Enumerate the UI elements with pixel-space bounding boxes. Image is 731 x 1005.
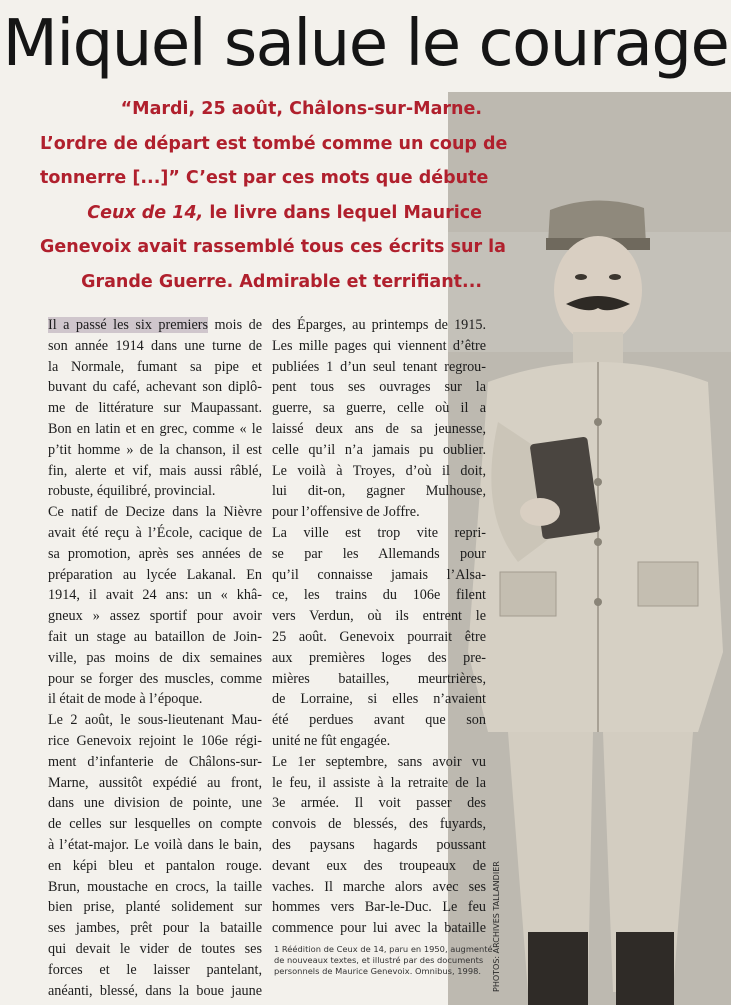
footnote-line: de nouveaux textes, et illustré par des documents bbox=[274, 955, 484, 965]
column-line: laissé deux ans de sa jeunesse, bbox=[272, 420, 486, 437]
article-column-1 bbox=[48, 315, 262, 1001]
column-line: devant eux des troupeaux de bbox=[272, 857, 486, 874]
column-line: à l’état-major. Le voilà dans le bain, bbox=[48, 836, 262, 853]
column-line: buvant du café, achevant son diplô- bbox=[48, 379, 262, 396]
column-line: Les mille pages qui viennent d’être bbox=[272, 337, 486, 354]
column-line: gneux » assez sportif pour avoir bbox=[48, 608, 262, 625]
column-line: La ville est trop vite repri- bbox=[272, 524, 486, 541]
column-line-rest: mois de bbox=[208, 317, 262, 333]
column-line: vaches. Il marche alors avec ses bbox=[272, 878, 486, 895]
column-line: ses jambes, prêt pour la bataille bbox=[48, 920, 262, 937]
lede-line: L’ordre de départ est tombé comme un coup de bbox=[40, 133, 508, 154]
column-line: Le 1er septembre, sans avoir vu bbox=[272, 753, 486, 770]
page-title: Miquel salue le courage bbox=[2, 7, 729, 81]
photo-credit: PHOTOS: ARCHIVES TALLANDIER bbox=[492, 861, 501, 992]
column-line: publiées 1 d’un seul tenant regrou- bbox=[272, 358, 486, 375]
column-line: commence pour lui avec la bataille bbox=[272, 920, 486, 937]
column-line: Bon en latin et en grec, comme « le bbox=[48, 420, 262, 437]
column-line: il était de mode à l’époque. bbox=[48, 691, 203, 708]
column-line: pour se forger des muscles, comme bbox=[48, 670, 262, 687]
footnote bbox=[274, 944, 493, 977]
column-line: robuste, équilibré, provincial. bbox=[48, 483, 216, 500]
soldier-figure bbox=[448, 92, 731, 1005]
column-line: unité ne fût engagée. bbox=[272, 732, 391, 749]
column-line: préparation au lycée Lakanal. En bbox=[48, 566, 262, 583]
book-title: Ceux de 14, bbox=[87, 202, 204, 223]
article-column-2 bbox=[272, 315, 486, 939]
column-line: sa promotion, après ses années de bbox=[48, 545, 262, 562]
column-line: Ce natif de Decize dans la Nièvre bbox=[48, 504, 262, 521]
lede-paragraph bbox=[40, 92, 508, 299]
lede-line: tonnerre [...]” C’est par ces mots que débute bbox=[40, 168, 489, 188]
column-line: de celles sur lesquelles on compte bbox=[48, 816, 262, 833]
column-line: fin, alerte et vif, mais aussi râblé, bbox=[48, 462, 262, 479]
soldier-photo bbox=[448, 92, 731, 1005]
column-line: me de littérature sur Maupassant. bbox=[48, 400, 262, 417]
column-line: le feu, il assiste à la retraite de la bbox=[272, 774, 486, 791]
column-line: 1914, il avait 24 ans: un « khâ- bbox=[48, 587, 262, 604]
column-line: qu’il connaisse jamais l’Alsa- bbox=[272, 566, 486, 583]
column-line: convois de blessés, des fuyards, bbox=[272, 816, 486, 833]
column-line: pour l’offensive de Joffre. bbox=[272, 504, 420, 521]
footnote-line: 1 Réédition de Ceux de 14, paru en 1950, augmenté bbox=[274, 944, 493, 954]
column-line: 3e armée. Il voit passer des bbox=[272, 795, 486, 812]
column-line bbox=[48, 315, 262, 336]
column-line: aux premières loges des pre- bbox=[272, 649, 486, 666]
column-line: en képi bleu et pantalon rouge. bbox=[48, 857, 262, 874]
column-line: fait un stage au bataillon de Join- bbox=[48, 628, 262, 645]
column-line: Brun, moustache en crocs, la taille bbox=[48, 878, 262, 895]
column-line: Marne, aussitôt expédié au front, bbox=[48, 774, 262, 791]
column-line: la Normale, fumant sa pipe et bbox=[48, 358, 262, 375]
lede-line bbox=[40, 196, 482, 231]
column-line: dans une division de pointe, une bbox=[48, 795, 262, 812]
column-line: ment d’infanterie de Châlons-sur- bbox=[48, 753, 262, 770]
lede-line: “Mardi, 25 août, Châlons-sur-Marne. bbox=[120, 99, 482, 119]
column-line: ville, pas moins de dix semaines bbox=[48, 649, 262, 666]
column-line: se par les Allemands pour bbox=[272, 545, 486, 562]
column-line: forces et le laisser pantelant, bbox=[48, 961, 262, 978]
column-line: anéanti, blessé, dans la boue jaune bbox=[48, 982, 262, 999]
column-line: Le 2 août, le sous-lieutenant Mau- bbox=[48, 712, 262, 729]
lede-line: Grande Guerre. Admirable et terrifiant... bbox=[81, 271, 482, 292]
column-line: vers Verdun, où ils entrent le bbox=[272, 608, 486, 625]
column-line: hommes vers Bar-le-Duc. Le feu bbox=[272, 899, 486, 916]
column-line: pent tous ses ouvrages sur la bbox=[272, 379, 486, 396]
column-line: qui devait le vider de toutes ses bbox=[48, 940, 262, 957]
footnote-line: personnels de Maurice Genevoix. Omnibus, 1998. bbox=[274, 966, 482, 976]
column-line: lui dit-on, gagner Mulhouse, bbox=[272, 483, 486, 500]
column-line: mières batailles, meurtrières, bbox=[272, 670, 486, 687]
column-line: des paysans hagards poussant bbox=[272, 836, 486, 853]
column-line: bien prise, planté solidement sur bbox=[48, 899, 262, 916]
column-line: 25 août. Genevoix pourrait être bbox=[272, 628, 486, 645]
column-line: Le voilà à Troyes, d’où il doit, bbox=[272, 462, 486, 479]
highlighted-text: Il a passé les six premiers bbox=[48, 317, 209, 333]
lede-line-rest: le livre dans lequel Maurice bbox=[203, 202, 482, 223]
column-line: son année 1914 dans une turne de bbox=[48, 337, 262, 354]
column-line: des Éparges, au printemps de 1915. bbox=[272, 317, 486, 333]
column-line: p’tit homme » de la chanson, il est bbox=[48, 441, 262, 458]
lede-line: Genevoix avait rassemblé tous ces écrits sur la bbox=[40, 237, 506, 257]
column-line: été perdues avant que son bbox=[272, 712, 486, 729]
column-line: rice Genevoix rejoint le 106e régi- bbox=[48, 732, 262, 749]
column-line: guerre, sa guerre, celle où il a bbox=[272, 400, 486, 417]
column-line: ce, les trains du 106e filent bbox=[272, 587, 486, 604]
column-line: avait été reçu à l’École, cacique de bbox=[48, 524, 262, 541]
column-line: celle qu’il n’a jamais pu oublier. bbox=[272, 441, 486, 458]
column-line: de Lorraine, si elles n’avaient bbox=[272, 691, 486, 708]
